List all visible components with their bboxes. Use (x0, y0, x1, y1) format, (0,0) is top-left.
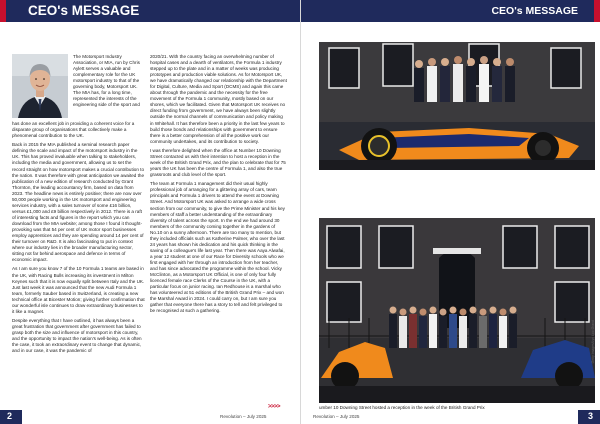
photo-bottom-image (319, 218, 595, 403)
paragraph: Back in 2015 the MIA published a seminal research paper defining the scale and impact of the motorsport industry in the UK. This has proved invaluable when talking to stakeholders, including the media and government, allowing us to set the record straight on how motorsport makes a crucial contribution to the nation. It was therefore with great anticipation we awaited the publication of a new edition of research conducted by Grant Thornton, the leading accountancy firm, based on data from 2023. The headline news is entirely positive; there are now over 50,000 people working in the UK motorsport and engineering services industry, with a sales turnover of some £16 billion, versus £1,000 and £9 billion respectively in 2012. There is a raft of interesting facts and figures in the report which you can download from the MIA website; among those I found it thought-provoking was that 54 per cent of UK motor sport businesses employ apprentices and they are spending around 14 per cent of their turnover on R&D. It is also fascinating to put in context where our industry lies in the broader manufacturing sector, sitting not far behind aerospace and defence in terms of economic impact. (12, 142, 145, 263)
right-page (300, 0, 600, 424)
portrait-image (12, 54, 68, 118)
middle-column (150, 54, 287, 318)
paragraph: Despite everything that I have outlined, it has always been a great frustration that government after government has failed to grasp both the size and influence of motorsport in this country, and the opportunity to impact the nation's well-being. As is often the case, it took an extraordinary event to change that dynamic, and in our case, it was the pandemic of (12, 318, 142, 354)
photo-credit: Getty Images/Lyn Loo Grand (591, 320, 595, 364)
paragraph: As I am sure you know 7 of the 10 Formula 1 teams are based in the UK, with Racing Bulls increasing its investment in Milton Keynes such that it is now equally split between Italy and the UK. Just last week it was announced that the new Audi Formula 1 team, formerly Sauber based in Switzerland, is creating a new technical office at Bicester Motion; giving further confirmation that our wonderful isle continues to draw extraordinary businesses to it like a magnet. (12, 266, 145, 314)
photo-top-image (319, 42, 595, 170)
page-number-right: 3 (587, 411, 593, 421)
paragraph: has done an excellent job in providing a coherent voice for a disparate group of organisations that collectively make a phenomenal contribution to the UK. (12, 121, 135, 139)
header-accent-right (594, 0, 600, 22)
issue-label-right: Revolution – July 2025 (313, 414, 360, 419)
issue-label-left: Revolution – July 2025 (220, 414, 267, 419)
photo-downing-street-reception (319, 218, 595, 403)
photo-caption: umber 10 Downing Street hosted a reception in the week of the British Grand Prix (319, 405, 485, 410)
paragraph: The team at Formula 1 management did their usual highly professional job of arranging for a glittering array of cars, team principals and Formula 1 drivers to attend the event at Downing Street. And Motorsport UK was asked to arrange a wide cross section from our community, to give the Prime Minister and his key members of staff a better understanding of the extraordinary diversity of talent across the sport. In the end we had around 30 members of the community coming together in the gardens of No.10 on a sunny afternoon. There are too many to mention, but they included officials such as Katherine Palmer, who over the last 24 years has shown his dedication and his quick thinking in the saving of a colleague's life last year. Then there was Aaya Alwafai, a year 12 student at one of our Race for Diversity schools who we first engaged with her through an introduction from her teacher, and has since advocated the programme within the school. Vicky McClinton, as a Motorsport UK Official, is one of only four fully licenced female race Clerks of the Course in the UK, with a particular focus on junior racing. Ian Redhouse is a marshal who has volunteered at 51 editions of the British Grand Prix – and won the Marshal Award in 2024. I could carry on, but I am sure you gather that everyone there has a story to tell and felt privileged to be recognised at such a gathering. (150, 181, 285, 314)
paragraph: 2020/21. With the country facing an overwhelming number of hospital cases and a dearth of ventilators, the Formula 1 industry stepped up to the plate and in a matter of weeks was producing prototypes and production viable solutions. As for Motorsport UK, we have dramatically changed our relationship with the Department for Digital, Culture, Media and Sport (DCMS) and again this came about through the pandemic and the necessity for the free movement of the Formula 1 community, mostly based on our shores, which we facilitated. Given that Motorsport UK receives no direct funding from government, we have always been slightly outside the normal channels of communication and policy making in Whitehall. It has therefore been a priority in the last few years to build those bonds and relationships with government to ensure there is a better comprehension of all the positive work our community undertakes, and its contribution to society. (150, 54, 287, 144)
ceo-portrait (12, 54, 68, 118)
intro-text: The Motorsport Industry Association, or MIA, run by Chris Aylett serves a valuable and complementary role for the UK motorsport industry to that of the governing body, Motorsport UK. The MIA has, for a long time, represented the interests of the engineering side of the sport and (73, 54, 140, 108)
page-number-left: 2 (7, 411, 13, 421)
photo-downing-street-car (319, 42, 595, 170)
page-title-left: CEO's MESSAGE (28, 3, 140, 18)
page-title-right: CEO's MESSAGE (491, 5, 578, 17)
header-accent-left (0, 0, 6, 22)
paragraph: I was therefore delighted when the office at Number 10 Downing Street contacted us with their intention to host a reception in the week of the British Grand Prix, and the plan to celebrate that for 75 years the UK has been the centre of Formula 1, and also the true grassroots and club level of the sport. (150, 147, 286, 178)
intro-paragraph (73, 54, 145, 112)
left-column (12, 121, 145, 357)
continue-arrows: >>>> (268, 404, 281, 410)
